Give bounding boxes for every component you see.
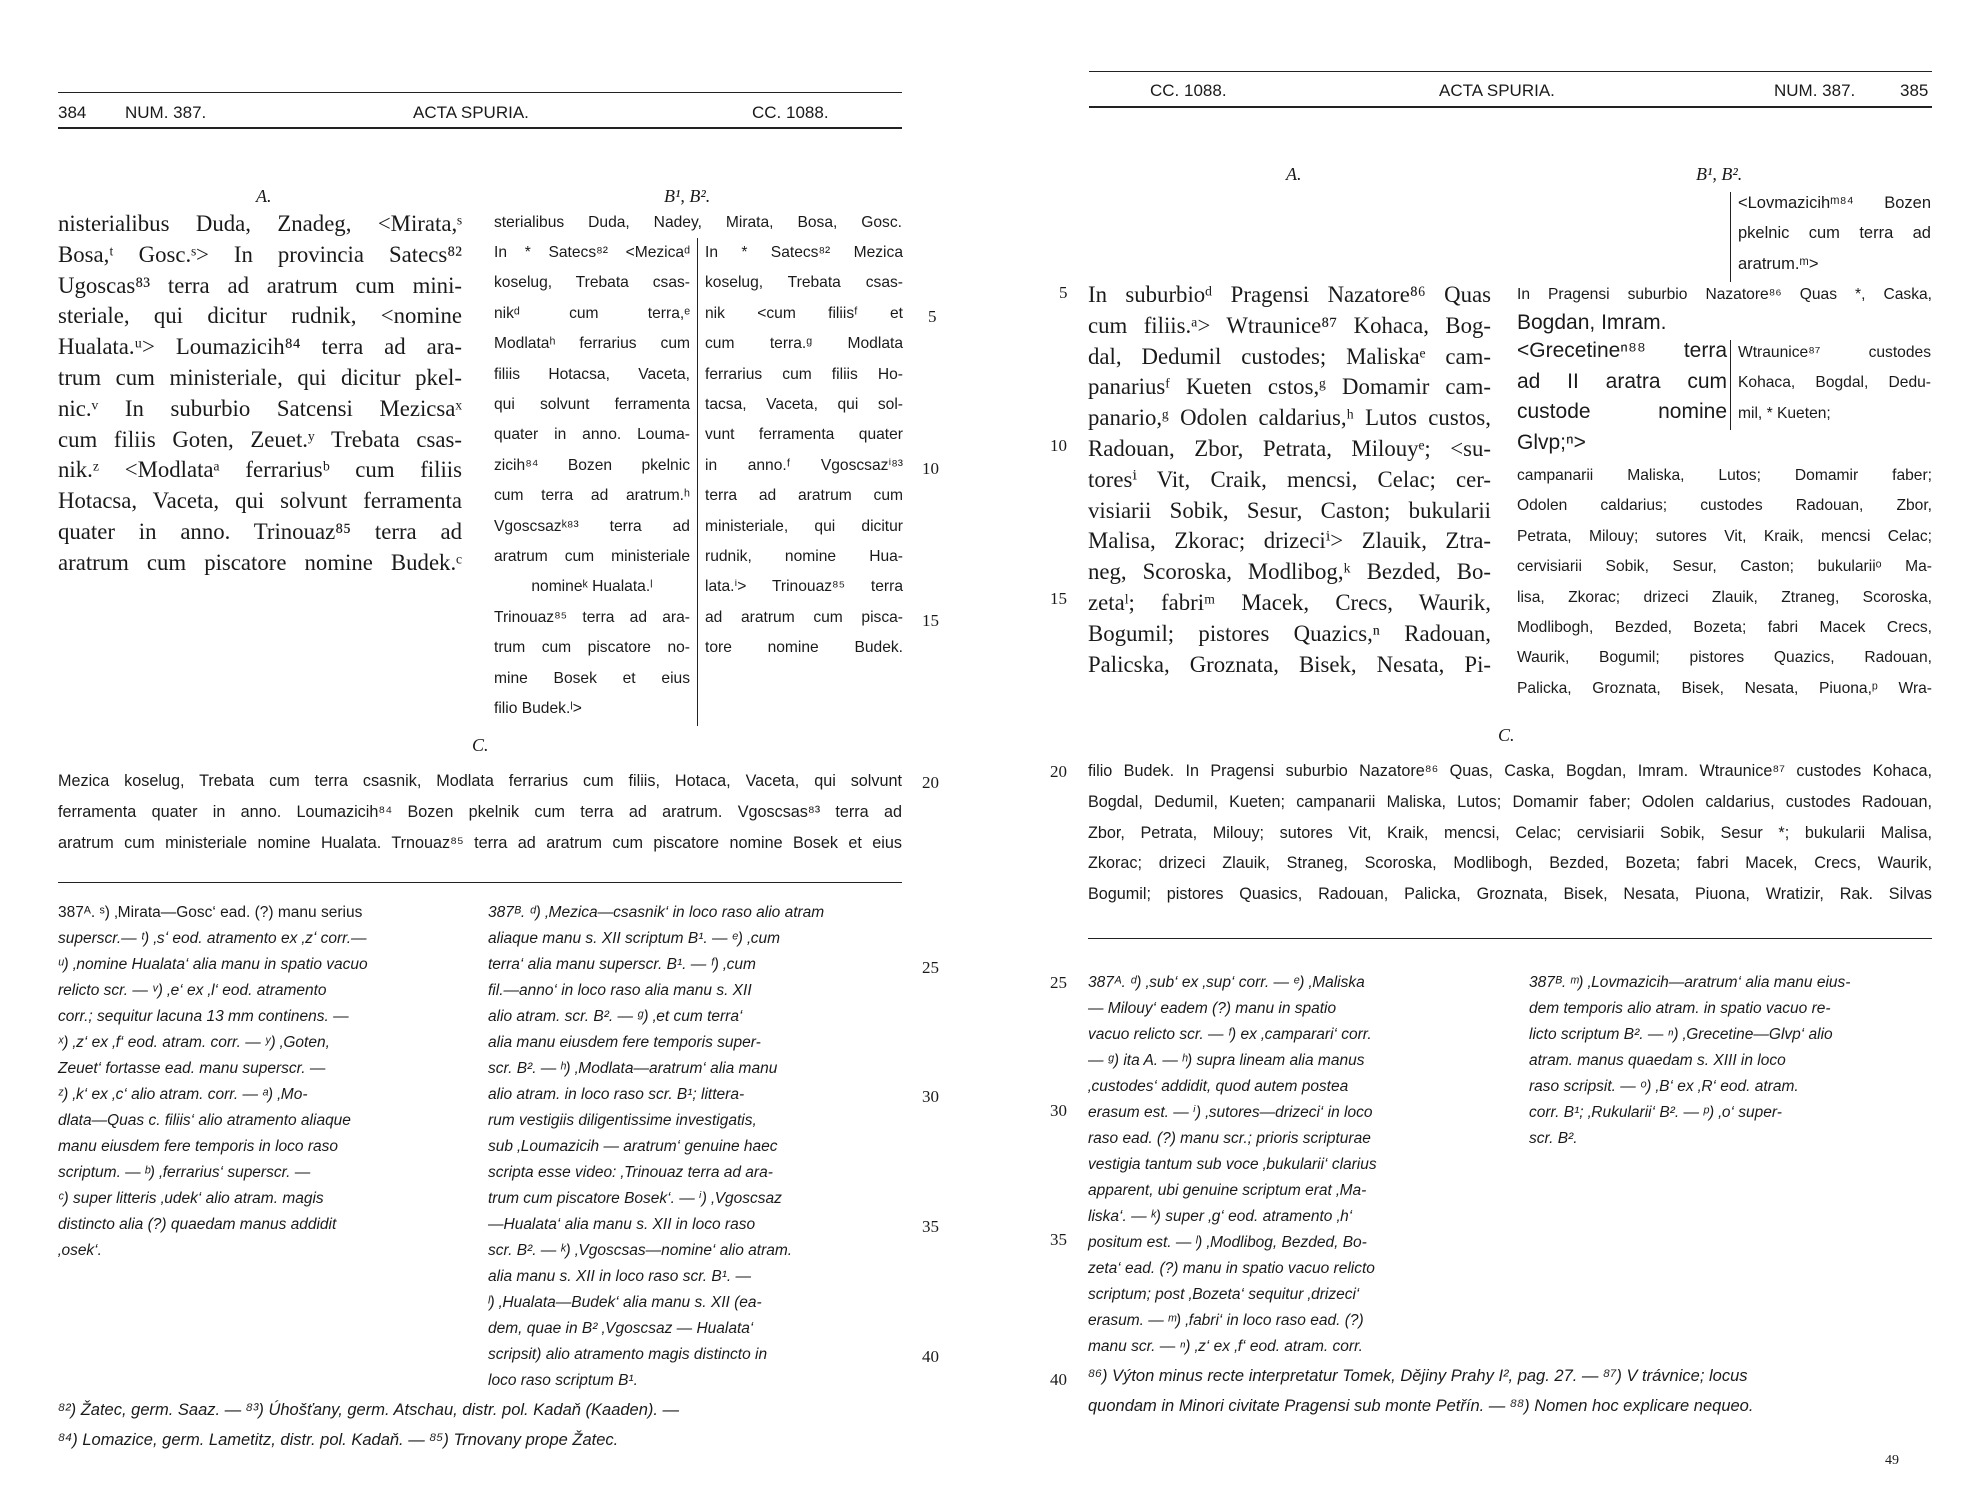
line-number: 40 [922,1347,939,1366]
text-line: Hotacsa, Vaceta, qui solvunt ferramenta [58,488,462,514]
critical-notes-b [488,900,903,1394]
text-line: terra ad aratrum cum [705,487,903,505]
column-b2-text [705,238,903,664]
note-line: — Milouy‘ eadem (?) manu in spatio [1088,1000,1337,1017]
text-line: neg, Scoroska, Modlibog,ᵏ Bezded, Bo- [1088,559,1491,585]
text-line: nomineᵏ Hualata.ˡ [531,578,653,596]
text-line: ad aratrum cum pisca- [705,608,903,626]
critical-notes-a [58,900,463,1264]
text-line: panario,ᵍ Odolen caldarius,ʰ Lutos custos, [1088,405,1491,431]
text-line: quater in anno. Trinouaz⁸⁵ terra ad [58,518,462,544]
text-line: in anno.ᶠ Vgoscsazⁱ⁸³ [705,456,903,474]
note-line: 387ᴮ. ᵈ) ‚Mezica—csasnik‘ in loco raso alio atram [488,904,825,921]
running-date: CC. 1088. [1150,81,1227,100]
running-title: ACTA SPURIA. [413,103,529,122]
text-line: dal, Dedumil custodes; Maliskaᵉ cam- [1088,343,1491,369]
right-page [989,0,1978,1500]
note-line: ˣ) ‚z‘ ex ‚f‘ eod. atram. corr. — ʸ) ‚Goten, [58,1034,330,1051]
footnote-line: ⁸⁴) Lomazice, germ. Lametitz, distr. pol. Kadaň. — ⁸⁵) Trnovany prope Žatec. [58,1431,619,1449]
line-number: 10 [922,459,939,478]
header-top-rule [1089,71,1932,72]
column-b1-text [1517,336,1727,458]
text-line: <Lovmazicihᵐ⁸⁴ Bozen [1738,194,1931,212]
note-line: ᶜ) super litteris ‚udek‘ alio atram. magis [58,1190,324,1207]
text-line: Wtraunice⁸⁷ custodes [1738,344,1931,361]
text-line: Mezica koselug, Trebata cum terra csasnik, Modlata ferrarius cum filiis, Hotaca, Vaceta, qui solvunt [58,772,902,790]
text-line: toresⁱ Vit, Craik, mencsi, Celac; cer- [1088,466,1491,492]
note-line: 387ᴬ. ˢ) ‚Mirata—Gosc‘ ead. (?) manu serius [58,904,363,921]
notes-rule [58,882,902,883]
text-line: Odolen caldarius; custodes Radouan, Zbor, [1517,497,1932,515]
note-line: vacuo relicto scr. — ᶠ) ex ‚camparari‘ corr. [1088,1026,1372,1043]
b-line-1: In Pragensi suburbio Nazatore⁸⁶ Quas *, Caska, [1517,286,1932,303]
text-line: Petrata, Milouy; sutores Vit, Kraik, mencsi Celac; [1517,527,1932,545]
text-line: aratrum.ᵐ> [1738,254,1819,273]
column-a-label: A. [256,186,272,206]
column-a-text [1088,280,1491,680]
column-divider [1730,192,1731,282]
note-line: relicto scr. — ᵛ) ‚e‘ ex ‚l‘ eod. atramento [58,982,327,999]
note-line: ᵘ) ‚nomine Hualata‘ alia manu in spatio vacuo [58,956,368,973]
line-number: 35 [1050,1230,1067,1249]
note-line: scr. B². — ᵏ) ‚Vgoscsas—nomine‘ alio atram. [488,1242,793,1259]
line-number: 40 [1050,1370,1067,1389]
text-line: Ugoscas⁸³ terra ad aratrum cum mini- [58,272,462,298]
text-line: ferrarius cum filiis Ho- [705,365,903,383]
text-line: Waurik, Bogumil; pistores Quazics, Radouan, [1517,649,1932,667]
note-line: aliaque manu s. XII scriptum B¹. — ᵉ) ‚cum [488,930,780,947]
text-line: custode nomine [1517,400,1727,423]
line-number: 30 [1050,1101,1067,1120]
note-line: rum vestigiis diligentissime investigatis, [488,1112,757,1129]
text-line: Trinouaz⁸⁵ terra ad ara- [494,608,690,626]
text-line: steriale, qui dicitur rudnik, <nomine [58,303,462,329]
text-line [1517,280,1932,310]
text-line: rudnik, nomine Hua- [705,548,903,566]
text-line: trum cum ministeriale, qui dicitur pkel- [58,364,462,390]
text-line: visiarii Sobik, Sesur, Caston; bukularii [1088,497,1491,523]
column-b-top-line [494,208,902,238]
header-bottom-rule [1089,106,1932,108]
text-line: mine Bosek et eius [494,669,690,687]
column-b-second-line [1517,308,1932,338]
column-divider [697,238,698,726]
note-line: trum cum piscatore Bosek‘. — ⁱ) ‚Vgoscsaz [488,1190,782,1207]
note-line: positum est. — ˡ) ‚Modlibog, Bezded, Bo- [1088,1234,1367,1251]
document-number: NUM. 387. [1774,81,1856,100]
line-number: 15 [1050,589,1067,608]
text-line: Zkorac; drizeci Zlauik, Straneg, Scoroska, Modlibogh, Bezded, Bozeta; fabri Macek, Crecs, Waurik, [1088,854,1932,873]
text-line: nikᵈ cum terra,ᵉ [494,304,690,322]
column-b1-text [494,238,690,725]
text-line: lisa, Zkorac; drizeci Zlauik, Ztraneg, Scoroska, [1517,588,1932,606]
column-a-text [58,209,462,579]
note-line: alia manu eiusdem fere temporis super- [488,1034,761,1051]
text-line: Modlataʰ ferrarius cum [494,335,690,353]
note-line: licto scriptum B². — ⁿ) ‚Grecetine—Glvp‘ alio [1529,1026,1833,1043]
text-line: Bogumil; pistores Quasics, Radouan, Palicka, Groznata, Bisek, Nesata, Piuona, Wratizir, Rak. Silvas [1088,885,1932,904]
note-line: corr. B¹; ‚Rukularii‘ B². — ᵖ) ‚o‘ super- [1529,1104,1782,1121]
text-line: tacsa, Vaceta, qui sol- [705,396,903,414]
note-line: alio atram. in loco raso scr. B¹; littera- [488,1086,745,1103]
text-line: aratrum cum piscatore nomine Budek.ᶜ [58,549,462,575]
text-line: ad II aratra cum [1517,369,1727,393]
note-line: ‚osek‘. [58,1242,102,1259]
text-line: filio Budek. In Pragensi suburbio Nazatore⁸⁶ Quas, Caska, Bogdan, Imram. Wtraunice⁸⁷ custodes Kohaca, [1088,762,1932,780]
text-line: Bogdan, Imram. [1517,311,1667,334]
text-line: <Grecetineⁿ⁸⁸ terra [1517,339,1727,362]
text-line: cum filiis.ᵃ> Wtraunice⁸⁷ Kohaca, Bog- [1088,312,1491,338]
column-b-lower-text [1517,461,1932,704]
note-line: —Hualata‘ alia manu s. XII in loco raso [488,1216,756,1233]
text-line: Hualata.ᵘ> Loumazicih⁸⁴ terra ad ara- [58,334,462,360]
text-line: qui solvunt ferramenta [494,396,690,414]
text-line: tore nomine Budek. [705,639,903,657]
note-line: scriptum. — ᵇ) ‚ferrarius‘ superscr. — [58,1164,311,1181]
note-line: manu eiusdem fere temporis in loco raso [58,1138,338,1155]
column-a-label: A. [1286,164,1302,184]
note-line: erasum est. — ⁱ) ‚sutores—drizeci‘ in loco [1088,1104,1373,1121]
running-date: CC. 1088. [752,103,829,122]
text-line: zetaˡ; fabriᵐ Macek, Crecs, Waurik, [1088,589,1491,615]
page-number: 385 [1900,81,1929,100]
note-line: sub ‚Loumazicih — aratrum‘ genuine haec [488,1138,778,1155]
note-line: raso scripsit. — ᵒ) ‚B‘ ex ‚R‘ eod. atram. [1529,1078,1799,1095]
footnotes [58,1395,902,1455]
text-line: Bosa,ᵗ Gosc.ˢ> In provincia Satecs⁸² [58,241,462,267]
text-line: In suburbioᵈ Pragensi Nazatore⁸⁶ Quas [1088,282,1491,307]
running-title: ACTA SPURIA. [1439,81,1555,100]
text-line: nik <cum filiisᶠ et [705,304,903,322]
header-top-rule [58,92,902,93]
text-line: cum filiis Goten, Zeuet.ʸ Trebata csas- [58,426,462,452]
line-number: 25 [1050,973,1067,992]
note-line: 387ᴮ. ᵐ) ‚Lovmazicih—aratrum‘ alia manu eius- [1529,974,1851,991]
text-line: Zbor, Petrata, Milouy; sutores Vit, Kraik, mencsi, Celac; cervisiarii Sobik, Sesur *; bukularii Malisa, [1088,823,1932,842]
text-line: panariusᶠ Kueten cstos,ᵍ Domamir cam- [1088,374,1491,400]
note-line: — ᵍ) ita A. — ʰ) supra lineam alia manus [1088,1052,1365,1069]
note-line: scriptum; post ‚Bozeta‘ sequitur ‚drizeci‘ [1088,1286,1360,1303]
text-line: cum terra ad aratrum.ʰ [494,487,690,505]
notes-rule [1088,938,1932,939]
note-line: liska‘. — ᵏ) super ‚g‘ eod. atramento ‚h‘ [1088,1208,1353,1225]
text-line: koselug, Trebata csas- [494,274,690,292]
line-number: 30 [922,1087,939,1106]
column-b-label: B¹, B². [664,186,711,206]
column-b-label: B¹, B². [1696,164,1743,184]
text-line: filiis Hotacsa, Vaceta, [494,365,690,383]
note-line: Zeuet‘ fortasse ead. manu superscr. — [58,1060,326,1077]
text-line: In * Satecs⁸² Mezica [705,244,903,261]
note-line: corr.; sequitur lacuna 13 mm continens. — [58,1008,349,1025]
note-line: dem temporis alio atram. in spatio vacuo re- [1529,1000,1831,1017]
text-line: aratrum cum ministeriale [494,548,690,566]
note-line: scr. B². [1529,1130,1578,1147]
line-number: 25 [922,958,939,977]
note-line: superscr.— ᵗ) ‚sʻ eod. atramento ex ‚zʻ corr.— [58,930,367,947]
text-line: Malisa, Zkorac; drizeciⁱ> Zlauik, Ztra- [1088,528,1491,554]
line-number: 35 [922,1217,939,1236]
line-number: 10 [1050,436,1067,455]
note-line: terra‘ alia manu superscr. B¹. — ᶠ) ‚cum [488,956,756,973]
note-line: alia manu s. XII in loco raso scr. B¹. — [488,1268,752,1285]
text-line: aratrum cum ministeriale nomine Hualata. Trnouaz⁸⁵ terra ad aratrum cum piscatore nomine Bosek et eius [58,833,902,852]
page-number: 384 [58,103,87,122]
note-line: scripta esse video: ‚Trinouaz terra ad ara- [488,1164,773,1181]
footnote-line: ⁸⁶) Výton minus recte interpretatur Tomek, Dějiny Prahy I², pag. 27. — ⁸⁷) V trávnice; locus [1088,1367,1748,1385]
text-line: trum cum piscatore no- [494,639,690,657]
text-line: pkelnic cum terra ad [1738,224,1931,243]
footnotes [1088,1361,1932,1421]
column-b2-text [1738,338,1931,429]
column-c-label: C. [472,735,489,755]
note-line: ‚custodes‘ addidit, quod autem postea [1088,1078,1349,1095]
note-line: erasum. — ᵐ) ‚fabri‘ in loco raso ead. (?) [1088,1312,1364,1329]
column-c-text [1088,756,1932,910]
text-line: In * Satecs⁸² <Mezicaᵈ [494,244,690,261]
text-line: filio Budek.ˡ> [494,700,582,718]
text-line: Modlibogh, Bezded, Bozeta; fabri Macek Crecs, [1517,619,1932,637]
line-number: 20 [1050,762,1067,781]
header-bottom-rule [58,127,902,129]
note-line: 387ᴬ. ᵈ) ‚sub‘ ex ‚sup‘ corr. — ᵉ) ‚Maliska [1088,974,1365,991]
column-c-text [58,766,902,858]
document-number: NUM. 387. [125,103,207,122]
note-line: manu scr. — ⁿ) ‚z‘ ex ‚f‘ eod. atram. corr. [1088,1338,1363,1355]
critical-notes-a [1088,970,1488,1360]
note-line: scripsit) alio atramento magis distincto in [488,1346,768,1363]
text-line: Bogumil; pistores Quazics,ⁿ Radouan, [1088,620,1491,646]
text-line: campanarii Maliska, Lutos; Domamir faber; [1517,467,1932,484]
text-line: nisterialibus Duda, Znadeg, <Mirata,ˢ [58,211,462,236]
line-number: 20 [922,773,939,792]
text-line: Kohaca, Bogdal, Dedu- [1738,374,1931,392]
note-line: dlata—Quas c. filiis‘ alio atramento aliaque [58,1112,351,1129]
text-line: Vgoscsazᵏ⁸³ terra ad [494,517,690,535]
column-b-first-line [1517,280,1932,310]
text-line: Radouan, Zbor, Petrata, Milouyᵉ; <su- [1088,435,1491,461]
text-line: Palicka, Groznata, Bisek, Nesata, Piuona,ᵖ Wra- [1517,679,1932,697]
footnote-line: ⁸²) Žatec, germ. Saaz. — ⁸³) Úhošťany, germ. Atschau, distr. pol. Kadaň (Kaaden). — [58,1401,680,1419]
note-line: dem, quae in B² ‚Vgoscsaz — Hualata‘ [488,1320,754,1337]
note-line: scr. B². — ʰ) ‚Modlata—aratrum‘ alia manu [488,1060,778,1077]
text-line: mil, * Kueten; [1738,404,1831,422]
note-line: ᶻ) ‚k‘ ex ‚c‘ alio atram. corr. — ᵃ) ‚Mo- [58,1086,308,1103]
text-line: ministeriale, qui dicitur [705,517,903,535]
text-line: quater in anno. Louma- [494,426,690,444]
note-line: ˡ) ‚Hualata—Budek‘ alia manu s. XII (ea- [488,1294,762,1311]
note-line: distincto alia (?) quaedam manus addidit [58,1216,337,1233]
text-line: ferramenta quater in anno. Loumazicih⁸⁴ Bozen pkelnik cum terra ad aratrum. Vgoscsas⁸³ terra ad [58,802,902,821]
text-line: koselug, Trebata csas- [705,274,903,292]
sheet-number: 49 [1885,1453,1899,1468]
note-line: alio atram. scr. B². — ᵍ) ‚et cum terra‘ [488,1008,743,1025]
critical-notes-b [1529,970,1931,1152]
note-line: raso ead. (?) manu scr.; prioris scripturae [1088,1130,1371,1147]
text-line: sterialibus Duda, Nadey, Mirata, Bosa, Gosc. [494,214,902,231]
column-divider [1730,340,1731,430]
line-number: 5 [928,307,937,326]
note-line: loco raso scriptum B¹. [488,1372,638,1389]
text-line: cervisiarii Sobik, Sesur, Caston; bukulariiᵒ Ma- [1517,558,1932,576]
line-number: 5 [1059,283,1068,302]
column-b-top-block [1738,188,1931,279]
text-line: zicih⁸⁴ Bozen pkelnic [494,456,690,474]
text-line: nik.ᶻ <Modlataᵃ ferrariusᵇ cum filiis [58,457,462,483]
note-line: zeta‘ ead. (?) manu in spatio vacuo relicto [1088,1260,1375,1277]
text-line: Bogdal, Dedumil, Kueten; campanarii Maliska, Lutos; Domamir faber; Odolen caldarius, custodes Radouan, [1088,792,1932,811]
note-line: apparent, ubi genuine scriptum erat ‚Ma- [1088,1182,1367,1199]
note-line: atram. manus quaedam s. XIII in loco [1529,1052,1786,1069]
column-c-label: C. [1498,725,1515,745]
text-line: lata.ⁱ> Trinouaz⁸⁵ terra [705,578,903,596]
note-line: vestigia tantum sub voce ‚bukularii‘ clarius [1088,1156,1377,1173]
text-line: nic.ᵛ In suburbio Satcensi Mezicsaˣ [58,395,462,421]
note-line: fil.—anno‘ in loco raso alia manu s. XII [488,982,752,999]
text-line: Palicska, Groznata, Bisek, Nesata, Pi- [1088,651,1491,677]
text-line: Glvp;ⁿ> [1517,430,1586,454]
line-number: 15 [922,611,939,630]
footnote-line: quondam in Minori civitate Pragensi sub monte Petřín. — ⁸⁸) Nomen hoc explicare nequeo. [1088,1397,1754,1415]
text-line: vunt ferramenta quater [705,426,903,444]
text-line: cum terra.ᵍ Modlata [705,335,903,353]
